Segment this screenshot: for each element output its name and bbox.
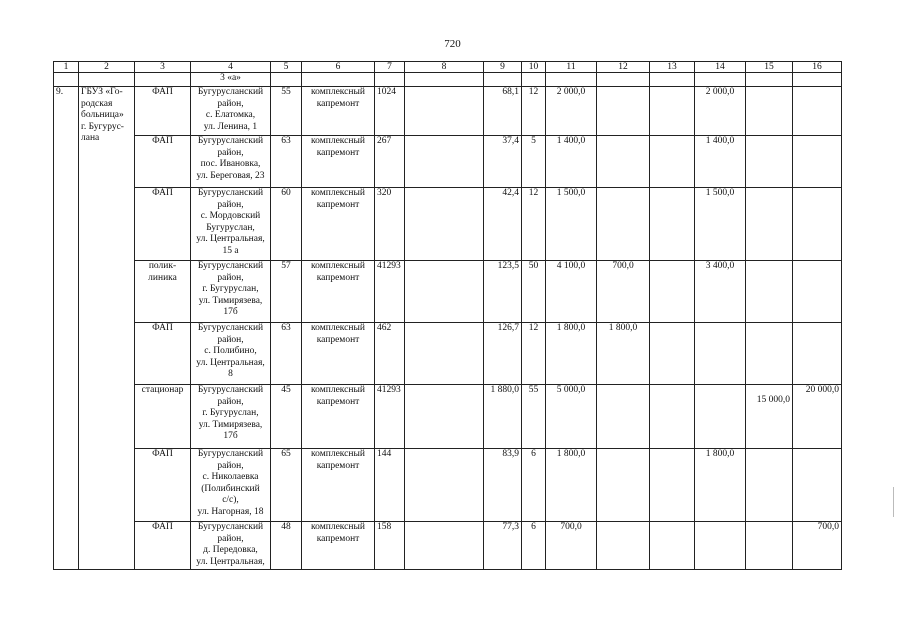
cell-col-9: 126,7: [484, 323, 522, 385]
cell-col-10: 6: [522, 522, 546, 570]
cell-col-4: Бугурусланский район, д. Передовка, ул. Центральная,: [191, 522, 271, 570]
cell-col-10: 12: [522, 188, 546, 261]
cell-col-13: [650, 449, 695, 522]
cell-col-8: [405, 87, 484, 136]
facilities-table: [53, 61, 842, 570]
cell-col-3: полик- линика: [135, 261, 191, 323]
cell-col-11: 700,0: [546, 522, 597, 570]
cell-col-6: комплексный капремонт: [302, 261, 375, 323]
table-row: [54, 522, 842, 570]
cell-col-13: [650, 385, 695, 449]
cell-col-4: Бугурусланский район, с. Мордовский Бугуруслан, ул. Центральная, 15 а: [191, 188, 271, 261]
column-number: 8: [405, 62, 484, 73]
column-number: 11: [546, 62, 597, 73]
cell-col-10: 5: [522, 136, 546, 188]
table-row: [54, 188, 842, 261]
cell-col-5: 45: [271, 385, 302, 449]
column-number: 4: [191, 62, 271, 73]
column-number: 1: [54, 62, 79, 73]
column-number: 13: [650, 62, 695, 73]
cell-col-9: 1 880,0: [484, 385, 522, 449]
cell-col-3: ФАП: [135, 136, 191, 188]
cell-col-14: 1 800,0: [695, 449, 746, 522]
cell-col-4: Бугурусланский район, с. Елатомка, ул. Ленина, 1: [191, 87, 271, 136]
scan-artifact: [893, 487, 894, 517]
cell-col-9: 42,4: [484, 188, 522, 261]
continuation-row: [54, 73, 842, 87]
cell-col-14: 1 400,0: [695, 136, 746, 188]
column-number: 14: [695, 62, 746, 73]
cell-col-5: 63: [271, 323, 302, 385]
table-row: [54, 323, 842, 385]
table-row: [54, 261, 842, 323]
cell-col-12: [597, 522, 650, 570]
cell-col-8: [405, 323, 484, 385]
column-number: 15: [746, 62, 793, 73]
cell-col-16: [793, 261, 842, 323]
table-row: [54, 136, 842, 188]
cell-col-16: 20 000,0: [793, 385, 842, 449]
cell-col-4: Бугурусланский район, с. Полибино, ул. Центральная, 8: [191, 323, 271, 385]
column-number: 2: [79, 62, 135, 73]
cell-col-16: [793, 449, 842, 522]
cell-col-16: [793, 188, 842, 261]
cell-col-13: [650, 323, 695, 385]
cell-col-14: 1 500,0: [695, 188, 746, 261]
cell-col-3: ФАП: [135, 87, 191, 136]
cell-col-9: 123,5: [484, 261, 522, 323]
cell-col-5: 48: [271, 522, 302, 570]
column-number: 16: [793, 62, 842, 73]
cell-col-16: 700,0: [793, 522, 842, 570]
column-number: 5: [271, 62, 302, 73]
cell-col-6: комплексный капремонт: [302, 188, 375, 261]
cell-col-10: 12: [522, 87, 546, 136]
cell-col-3: стационар: [135, 385, 191, 449]
cell-col-3: ФАП: [135, 188, 191, 261]
table-row: [54, 385, 842, 449]
cell-col-5: 65: [271, 449, 302, 522]
column-number: 10: [522, 62, 546, 73]
cell-col-13: [650, 87, 695, 136]
cell-col-3: ФАП: [135, 449, 191, 522]
cell-col-15: [746, 449, 793, 522]
cell-col-7: 158: [375, 522, 405, 570]
cell-col-15: 15 000,0: [746, 385, 793, 449]
group-name: ГБУЗ «Го- родская больница» г. Бугурус- лана: [79, 87, 135, 570]
table-row: [54, 87, 842, 136]
cell-col-8: [405, 385, 484, 449]
column-number-row: [54, 62, 842, 73]
cell-col-10: 55: [522, 385, 546, 449]
cell-col-3: ФАП: [135, 323, 191, 385]
cell-col-12: [597, 385, 650, 449]
column-number: 6: [302, 62, 375, 73]
cell-col-4: Бугурусланский район, пос. Ивановка, ул. Береговая, 23: [191, 136, 271, 188]
group-number: 9.: [54, 87, 79, 570]
cell-col-7: 462: [375, 323, 405, 385]
cell-col-12: [597, 449, 650, 522]
cell-col-4: Бугурусланский район, с. Николаевка (Полибинский с/с), ул. Нагорная, 18: [191, 449, 271, 522]
cell-col-15: [746, 261, 793, 323]
cell-col-16: [793, 136, 842, 188]
cell-col-6: комплексный капремонт: [302, 385, 375, 449]
cell-col-7: 1024: [375, 87, 405, 136]
cell-col-8: [405, 522, 484, 570]
cell-col-4: Бугурусланский район, г. Бугуруслан, ул. Тимирязева, 17б: [191, 385, 271, 449]
cell-col-8: [405, 449, 484, 522]
cell-col-6: комплексный капремонт: [302, 449, 375, 522]
column-number: 12: [597, 62, 650, 73]
cell-col-14: 3 400,0: [695, 261, 746, 323]
cell-col-7: 320: [375, 188, 405, 261]
cell-col-12: [597, 136, 650, 188]
cell-col-11: 1 500,0: [546, 188, 597, 261]
cell-col-3: ФАП: [135, 522, 191, 570]
cell-col-11: 5 000,0: [546, 385, 597, 449]
cell-col-11: 1 800,0: [546, 323, 597, 385]
cell-col-12: 1 800,0: [597, 323, 650, 385]
cell-col-16: [793, 323, 842, 385]
column-number: 9: [484, 62, 522, 73]
column-number: 7: [375, 62, 405, 73]
table-row: [54, 449, 842, 522]
cell-col-10: 12: [522, 323, 546, 385]
column-number: 3: [135, 62, 191, 73]
cell-col-7: 267: [375, 136, 405, 188]
cell-col-8: [405, 261, 484, 323]
cell-col-12: [597, 87, 650, 136]
page-number: 720: [444, 38, 461, 50]
cell-col-12: 700,0: [597, 261, 650, 323]
cell-col-11: 1 400,0: [546, 136, 597, 188]
cell-col-5: 63: [271, 136, 302, 188]
cell-col-11: 4 100,0: [546, 261, 597, 323]
cell-col-16: [793, 87, 842, 136]
cell-col-7: 41293: [375, 261, 405, 323]
cell-col-9: 68,1: [484, 87, 522, 136]
cell-col-6: комплексный капремонт: [302, 136, 375, 188]
cell-col-14: 2 000,0: [695, 87, 746, 136]
cell-col-13: [650, 522, 695, 570]
cell-col-14: [695, 385, 746, 449]
cell-col-15: [746, 522, 793, 570]
cell-col-13: [650, 261, 695, 323]
cell-col-5: 57: [271, 261, 302, 323]
cell-col-6: комплексный капремонт: [302, 323, 375, 385]
cell-col-10: 6: [522, 449, 546, 522]
cell-col-11: 1 800,0: [546, 449, 597, 522]
continuation-cell: 3 «а»: [191, 73, 271, 87]
cell-col-5: 60: [271, 188, 302, 261]
cell-col-9: 77,3: [484, 522, 522, 570]
cell-col-13: [650, 136, 695, 188]
cell-col-4: Бугурусланский район, г. Бугуруслан, ул. Тимирязева, 17б: [191, 261, 271, 323]
cell-col-7: 41293: [375, 385, 405, 449]
cell-col-6: комплексный капремонт: [302, 522, 375, 570]
cell-col-10: 50: [522, 261, 546, 323]
cell-col-9: 37,4: [484, 136, 522, 188]
cell-col-14: [695, 522, 746, 570]
cell-col-13: [650, 188, 695, 261]
cell-col-12: [597, 188, 650, 261]
cell-col-11: 2 000,0: [546, 87, 597, 136]
cell-col-15: [746, 323, 793, 385]
cell-col-15: [746, 136, 793, 188]
cell-col-8: [405, 136, 484, 188]
cell-col-15: [746, 87, 793, 136]
cell-col-15: [746, 188, 793, 261]
cell-col-7: 144: [375, 449, 405, 522]
cell-col-8: [405, 188, 484, 261]
cell-col-9: 83,9: [484, 449, 522, 522]
cell-col-6: комплексный капремонт: [302, 87, 375, 136]
cell-col-14: [695, 323, 746, 385]
cell-col-5: 55: [271, 87, 302, 136]
